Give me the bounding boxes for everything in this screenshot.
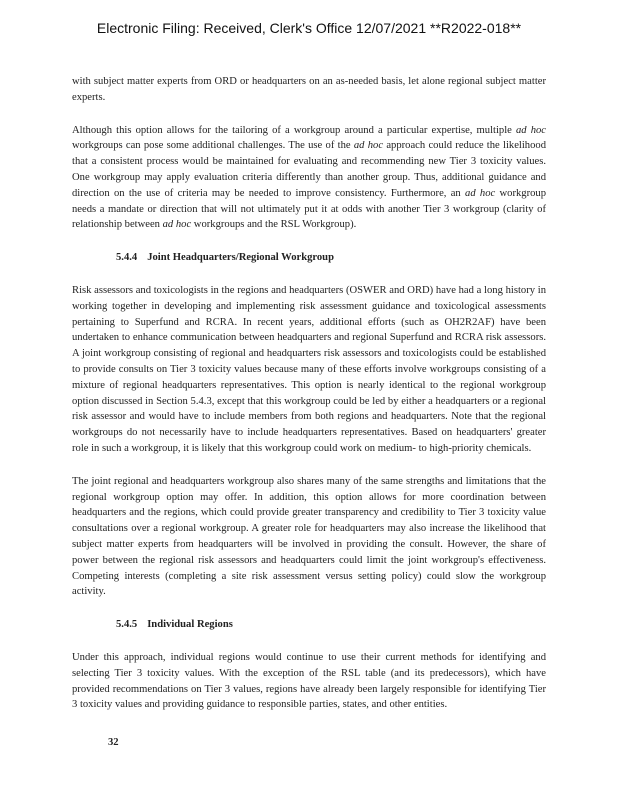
italic-ad-hoc: ad hoc [515,124,546,136]
text-run: approach could reduce the likelihood that a consistent process would be maintained for evaluating and recommending new Tier 3 toxicity values. One workgroup may apply evaluation criteria differently than another group. Thus, additional guidance and direction on the use of criteria may be needed to improve consistency. Furthermore, an [72,140,546,199]
section-number: 5.4.5 [116,619,138,631]
paragraph-joint-strengths: The joint regional and headquarters workgroup also shares many of the same strengths and limitations that the regional workgroup option may offer. In addition, this option allows for more coordination between headquarters and the regions, which could provide greater transparency and credibility to Tier 3 toxicity value consultations over a regional workgroup. A greater role for headquarters may also increase the likelihood that subject matter experts from headquarters will be involved in providing the consult. However, the share of power between the regional risk assessors and headquarters could limit the joint workgroup's effectiveness. Competing interests (completing a site risk assessment versus setting policy) could slow the workgroup activity. [72,475,546,598]
italic-ad-hoc: ad hoc [162,219,192,231]
paragraph-continuation: with subject matter experts from ORD or headquarters on an as-needed basis, let alone regional subject matter experts. [72,76,546,103]
text-run: workgroups and the RSL Workgroup). [191,219,357,231]
section-heading-5-4-4 [116,250,546,266]
text-run: workgroup needs a mandate or direction that will not ultimately put it at odds with another Tier 3 workgroup (clarity of relationship between [72,187,547,231]
document-body [72,74,546,730]
electronic-filing-header: Electronic Filing: Received, Clerk's Office 12/07/2021 **R2022-018** [96,20,522,36]
paragraph-individual-regions: Under this approach, individual regions would continue to use their current methods for identifying and selecting Tier 3 toxicity values. With the exception of the RSL table (and its predecessors), which have provided recommendations on Tier 3 values, regions have already been largely responsible for identifying Tier 3 toxicity values and providing guidance to responsible parties, states, and other entities. [72,651,546,711]
section-heading-5-4-5 [116,617,546,633]
section-number: 5.4.4 [116,252,138,264]
text-run: workgroups can pose some additional challenges. The use of the [72,140,354,152]
section-title: Individual Regions [147,619,233,631]
text-run: Although this option allows for the tailoring of a workgroup around a particular expertise, multiple [72,124,516,136]
section-title: Joint Headquarters/Regional Workgroup [147,252,334,264]
italic-ad-hoc: ad hoc [353,140,384,152]
paragraph-joint-workgroup: Risk assessors and toxicologists in the regions and headquarters (OSWER and ORD) have had a long history in working together in developing and implementing risk assessment guidance and toxicological assessments pertaining to Superfund and RCRA. In recent years, additional efforts (such as OH2R2AF) have been undertaken to enhance communication between headquarters and regional Superfund and RCRA risk assessors. A joint workgroup consisting of regional and headquarters risk assessors and toxicologists could be established to provide consults on Tier 3 toxicity values because many of these efforts involve workgroups consisting of a mixture of regional headquarters representatives. This option is nearly identical to the regional workgroup option discussed in Section 5.4.3, except that this workgroup could be led by either a headquarters or a regional risk assessor and would have to include members from both regions and headquarters. Note that the regional workgroups do not necessarily have to include headquarters representatives. Based on headquarters' greater role in such a workgroup, it is likely that this workgroup could work on medium- to high-priority chemicals. [72,284,546,454]
paragraph-ad-hoc-challenges [72,123,546,234]
page-number: 32 [108,737,119,748]
italic-ad-hoc: ad hoc [465,187,496,199]
